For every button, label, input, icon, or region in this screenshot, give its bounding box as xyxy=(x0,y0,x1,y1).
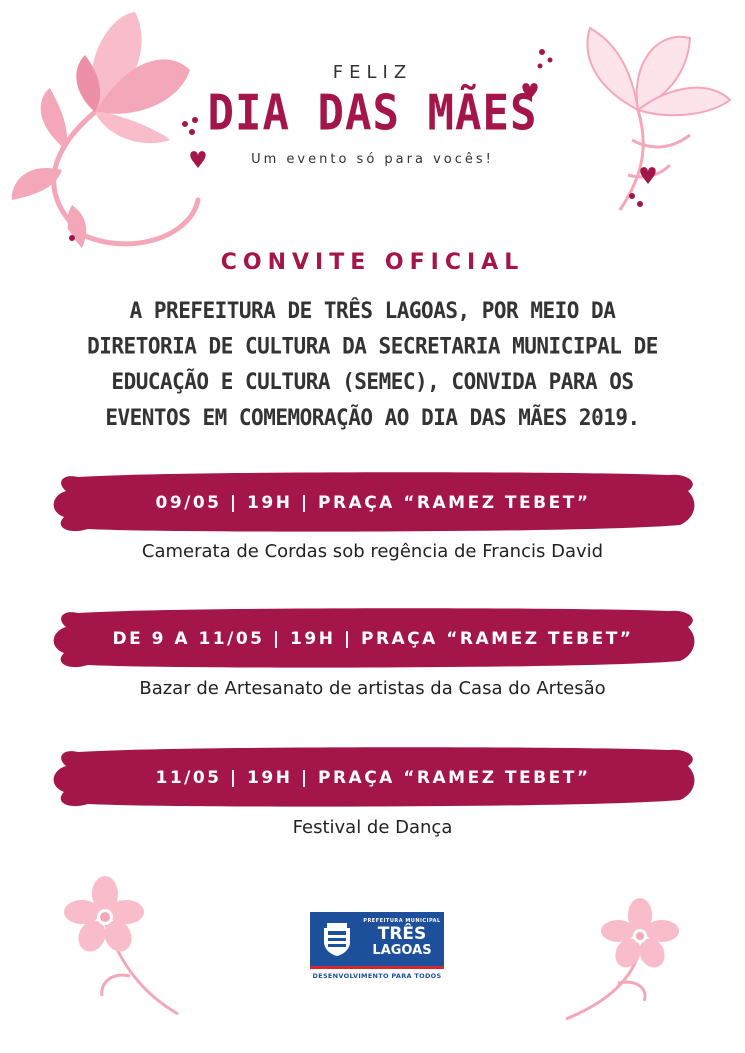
logo-tagline: DESENVOLVIMENTO PARA TODOS xyxy=(312,972,442,980)
event-when-where: 09/05 | 19H | PRAÇA “RAMEZ TEBET” xyxy=(155,493,591,513)
logo-stripe xyxy=(310,966,444,969)
invite-heading: CONVITE OFICIAL xyxy=(220,250,525,275)
event-description: Bazar de Artesanato de artistas da Casa do Artesão xyxy=(139,678,606,699)
flower-bottom-left-icon xyxy=(60,872,190,1022)
page-title: DIA DAS MÃES xyxy=(207,84,538,143)
event-banner-1 xyxy=(48,469,698,537)
event-description: Festival de Dança xyxy=(292,817,453,838)
invite-intro: A PREFEITURA DE TRÊS LAGOAS, POR MEIO DA DIRETORIA DE CULTURA DA SECRETARIA MUNICIPAL DE EDUCAÇÃO E CULTURA (SEMEC), CONVIDA PARA OS EVENTOS EM COMEMORAÇÃO AO DIA DAS MÃES 2019. xyxy=(87,297,658,431)
header-kicker: FELIZ xyxy=(332,62,413,83)
event-banner-3 xyxy=(48,744,698,812)
logo-line-big2: LAGOAS xyxy=(372,943,432,958)
logo-line-big1: TRÊS xyxy=(377,924,427,944)
event-when-where: 11/05 | 19H | PRAÇA “RAMEZ TEBET” xyxy=(155,768,591,788)
city-logo xyxy=(310,912,444,966)
logo-line-small: PREFEITURA MUNICIPAL xyxy=(363,918,441,924)
header-subtitle: Um evento só para vocês! xyxy=(251,152,494,167)
event-description: Camerata de Cordas sob regência de Francis David xyxy=(141,541,604,562)
city-crest-icon xyxy=(318,920,356,958)
flower-bottom-right-icon xyxy=(560,895,690,1025)
event-when-where: DE 9 A 11/05 | 19H | PRAÇA “RAMEZ TEBET” xyxy=(112,629,634,649)
event-banner-2 xyxy=(48,605,698,673)
